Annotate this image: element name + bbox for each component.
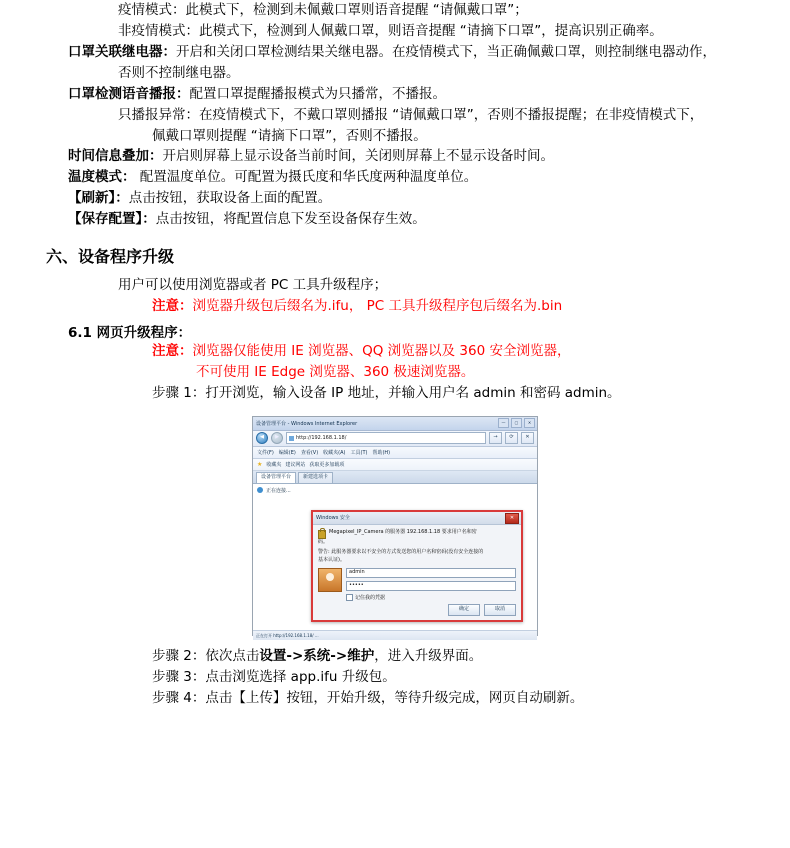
paragraph [0, 209, 790, 230]
ok-button[interactable]: 确定 [448, 604, 480, 616]
text-run: 步骤 4：点击【上传】按钮，开始升级，等待升级完成，网页自动刷新。 [152, 689, 584, 706]
window-controls[interactable] [498, 418, 535, 428]
dialog-header-text: Megapixel_IP_Camera 的服务器 192.168.1.18 要求用户名和密 [329, 528, 477, 535]
remember-credentials-label: 记住我的凭据 [355, 594, 386, 601]
browser-menu-bar [253, 447, 537, 459]
username-input[interactable]: admin [346, 568, 516, 578]
credential-fields [346, 568, 516, 601]
favorites-label[interactable]: 收藏夹 [266, 461, 282, 468]
menu-item-edit[interactable]: 编辑(E) [278, 449, 296, 456]
tab-device-platform[interactable]: 设备管理平台 [256, 472, 296, 483]
globe-icon [289, 436, 294, 441]
text-run: 此模式下，检测到未佩戴口罩则语音提醒 “请佩戴口罩”； [185, 2, 528, 18]
menu-item-file[interactable]: 文件(F) [257, 449, 274, 456]
text-run: 开启则屏幕上显示设备当前时间，关闭则屏幕上不显示设备时间。 [162, 148, 554, 165]
term-label: 【保存配置】： [68, 211, 156, 228]
url-input[interactable] [286, 432, 486, 444]
browser-tab-strip [253, 471, 537, 484]
term-label: 口罩检测语音播报： [68, 85, 190, 102]
text-run: 步骤 3：点击浏览选择 app.ifu 升级包。 [152, 668, 396, 685]
note [0, 341, 790, 362]
maximize-icon[interactable]: ▢ [511, 418, 522, 428]
text-run: 疫情模式： [118, 2, 186, 18]
dialog-title: Windows 安全 [316, 515, 350, 522]
browser-favorites-bar [253, 459, 537, 471]
paragraph [0, 126, 790, 147]
dialog-header-row [318, 529, 516, 539]
dialog-title-bar [313, 512, 521, 525]
refresh-icon[interactable]: ⟳ [505, 432, 518, 444]
step-1: 步骤 1：打开浏览，输入设备 IP 地址，并输入用户名 admin 和密码 admin。 [152, 384, 621, 401]
back-icon[interactable]: ◀ [256, 432, 268, 444]
dialog-buttons [448, 604, 516, 616]
paragraph [0, 146, 790, 167]
text-run: 用户可以使用浏览器或者 PC 工具升级程序； [118, 277, 388, 294]
menu-item-favorites[interactable]: 收藏夹(A) [323, 449, 346, 456]
remember-credentials-row[interactable] [346, 594, 516, 601]
loading-icon [257, 487, 263, 493]
text-run: 配置温度单位。可配置为摄氏度和华氏度两种温度单位。 [135, 169, 478, 186]
page-loading-row [253, 484, 537, 497]
note-text: 浏览器仅能使用 IE 浏览器、QQ 浏览器以及 360 安全浏览器， [192, 342, 571, 359]
get-more-addons-link[interactable]: 获取更多加载项 [309, 461, 345, 468]
browser-status-bar: 正在打开 http://192.168.1.18/ ... [253, 630, 537, 640]
stop-icon[interactable]: ✕ [521, 432, 534, 444]
user-icon [318, 568, 342, 592]
minimize-icon[interactable]: — [498, 418, 509, 428]
menu-item-tools[interactable]: 工具(T) [350, 449, 368, 456]
text-run: 配置口罩提醒播报模式为只播常，不播报。 [189, 85, 446, 102]
paragraph [0, 167, 790, 188]
note-text: 不可使用 IE Edge 浏览器、360 极速浏览器。 [196, 363, 475, 380]
cancel-button[interactable]: 取消 [484, 604, 516, 616]
step-3 [0, 667, 790, 688]
paragraph [0, 63, 790, 84]
password-input[interactable]: ••••• [346, 581, 516, 591]
menu-path: 设置->系统->维护 [259, 647, 375, 664]
paragraph [0, 42, 790, 63]
checkbox-icon[interactable] [346, 594, 353, 601]
forward-icon[interactable]: ▶ [271, 432, 283, 444]
step-4 [0, 688, 790, 709]
dialog-close-icon[interactable]: ✕ [505, 513, 519, 524]
tab-new-tab[interactable]: 新建选项卡 [298, 472, 333, 483]
paragraph [0, 275, 790, 296]
menu-item-view[interactable]: 查看(V) [300, 449, 319, 456]
browser-title-bar [253, 417, 537, 431]
text-run: ，进入升级界面。 [374, 647, 483, 664]
note [0, 296, 790, 317]
dialog-header-text-2: 码。 [318, 538, 329, 545]
paragraph-block [0, 0, 790, 230]
paragraph [0, 188, 790, 209]
close-icon[interactable]: ✕ [524, 418, 535, 428]
section-heading: 六、设备程序升级 [46, 247, 175, 267]
go-button[interactable]: → [489, 432, 502, 444]
dialog-warning-line-1: 警告: 此服务器要求以不安全的方式发送您的用户名和密码(没有安全连接的 [318, 549, 484, 555]
url-value: http://192.168.1.18/ [296, 435, 347, 442]
dialog-body [313, 525, 521, 564]
paragraph [0, 105, 790, 126]
text-run: 非疫情模式：此模式下，检测到人佩戴口罩，则语音提醒 “请摘下口罩”，提高识别正确率。 [118, 22, 663, 39]
star-icon: ★ [257, 460, 263, 468]
menu-item-help[interactable]: 帮助(H) [372, 449, 391, 456]
text-run: 佩戴口罩则提醒 “请摘下口罩”，否则不播报。 [152, 127, 427, 144]
browser-window-title: 设备管理平台 - Windows Internet Explorer [256, 420, 358, 427]
suggested-sites-link[interactable]: 建议网站 [285, 461, 306, 468]
paragraph [0, 0, 790, 21]
text-run: 开启和关闭口罩检测结果关继电器。在疫情模式下，当正确佩戴口罩，则控制继电器动作， [176, 43, 716, 60]
browser-viewport [253, 484, 537, 630]
note-label: 注意： [152, 298, 193, 315]
text-run: 点击按钮，将配置信息下发至设备保存生效。 [155, 211, 426, 228]
note [0, 362, 790, 383]
text-run: 只播报异常：在疫情模式下，不戴口罩则播报 “请佩戴口罩”，否则不播报提醒；在非疫情模式下， [118, 106, 704, 123]
loading-text: 正在连接... [266, 487, 291, 494]
term-label: 口罩关联继电器： [68, 43, 176, 60]
credentials-area [318, 568, 516, 601]
subsection-heading: 6.1 网页升级程序： [68, 324, 192, 341]
text-run: 步骤 2：依次点击 [152, 647, 260, 664]
lock-icon [318, 530, 326, 539]
note-label: 注意： [152, 342, 193, 359]
dialog-warning-line-2: 基本认证)。 [318, 556, 345, 563]
browser-address-bar [253, 431, 537, 447]
term-label: 【刷新】： [68, 190, 129, 207]
term-label: 温度模式： [68, 169, 136, 186]
paragraph [0, 21, 790, 42]
term-label: 时间信息叠加： [68, 148, 163, 165]
note-text: 浏览器升级包后缀名为.ifu， PC 工具升级程序包后缀名为.bin [192, 298, 563, 315]
paragraph [0, 84, 790, 105]
text-run: 点击按钮，获取设备上面的配置。 [128, 190, 332, 207]
browser-screenshot-figure [252, 416, 538, 636]
windows-security-dialog [311, 510, 523, 622]
step-2 [0, 646, 790, 667]
text-run: 否则不控制继电器。 [118, 64, 240, 81]
